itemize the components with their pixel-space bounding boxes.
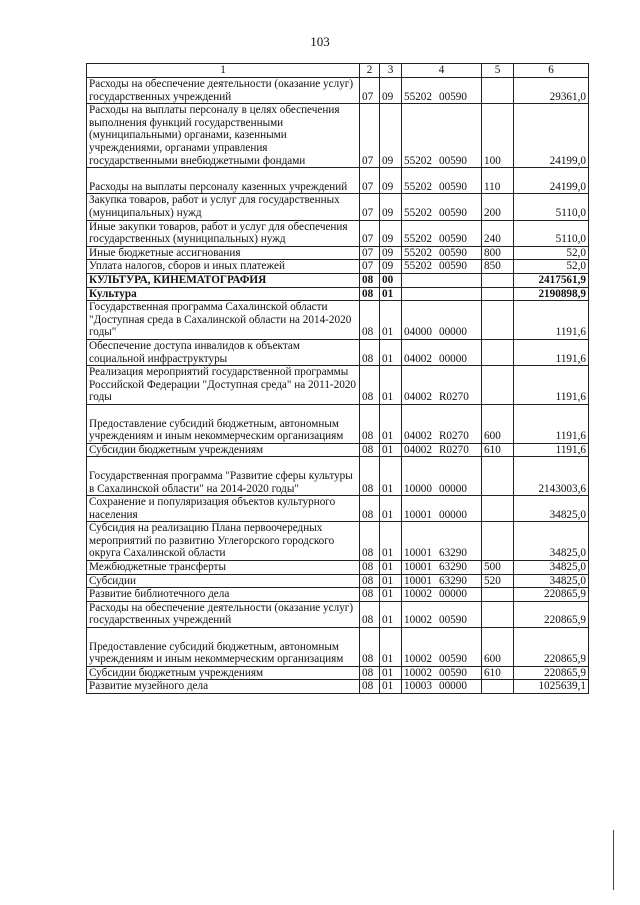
row-target-article [402,628,482,667]
row-target-article [402,601,482,627]
row-name: Закупка товаров, работ и услуг для государственных (муниципальных) нужд [87,194,360,220]
row-name: Государственная программа "Развитие сферы культуры в Сахалинской области" на 2014-2020 годы" [87,457,360,496]
row-section: 07 [360,246,380,260]
row-section: 08 [360,666,380,680]
row-amount: 220865,9 [514,666,589,680]
row-target-article [402,273,482,287]
row-section: 08 [360,404,380,443]
table-row [87,588,589,602]
row-amount: 24199,0 [514,168,589,194]
row-amount: 34825,0 [514,496,589,522]
row-amount: 5110,0 [514,194,589,220]
table-body [87,78,589,694]
row-name: Расходы на выплаты персоналу казенных учреждений [87,168,360,194]
row-expense-type: 610 [482,666,514,680]
row-amount: 34825,0 [514,561,589,575]
row-name: Расходы на выплаты персоналу в целях обеспечения выполнения функций государственными (муниципальными) органами, казенными учреждениями, органами управления государственными внебюджетными фондами [87,104,360,168]
row-target-article [402,588,482,602]
row-amount: 5110,0 [514,220,589,246]
row-target-article [402,561,482,575]
target-article-direction: 00590 [438,154,467,167]
row-subsection: 01 [380,666,402,680]
target-article-direction: 00590 [438,180,467,193]
table-row [87,561,589,575]
target-article-program: 04002 [404,430,432,443]
row-section: 08 [360,522,380,561]
target-article-program: 10001 [404,561,432,574]
target-article-direction: 00000 [438,326,467,339]
row-target-article [402,220,482,246]
row-amount: 1025639,1 [514,680,589,694]
header-col-3: 3 [380,64,402,78]
row-target-article [402,404,482,443]
target-article-program: 10001 [404,508,432,521]
table-row [87,443,589,457]
row-expense-type [482,680,514,694]
row-expense-type [482,496,514,522]
row-subsection: 01 [380,366,402,405]
row-expense-type: 110 [482,168,514,194]
table-row [87,628,589,667]
row-target-article [402,443,482,457]
table-row [87,366,589,405]
table-row [87,246,589,260]
row-section: 08 [360,443,380,457]
row-target-article [402,496,482,522]
row-target-article [402,104,482,168]
page-number: 103 [310,34,330,49]
table-row [87,78,589,104]
target-article-program: 10002 [404,614,432,627]
row-name: Развитие библиотечного дела [87,588,360,602]
row-section: 07 [360,194,380,220]
row-target-article [402,287,482,301]
target-article-direction: 63290 [438,547,467,560]
target-article-direction: 00000 [438,588,467,601]
row-name: Субсидия на реализацию Плана первоочередных мероприятий по развитию Углегорского городского округа Сахалинской области [87,522,360,561]
row-section: 08 [360,339,380,365]
target-article-program: 55202 [404,260,432,273]
row-amount: 2190898,9 [514,287,589,301]
row-amount: 34825,0 [514,522,589,561]
row-amount: 1191,6 [514,404,589,443]
table-row [87,273,589,287]
row-name: Уплата налогов, сборов и иных платежей [87,260,360,274]
row-subsection: 01 [380,339,402,365]
target-article-program: 55202 [404,180,432,193]
table-header-row [87,64,589,78]
budget-table [86,63,589,694]
row-expense-type: 240 [482,220,514,246]
table-row [87,260,589,274]
target-article-program: 10003 [404,680,432,693]
target-article-direction: 00590 [438,246,467,259]
row-target-article [402,666,482,680]
target-article-direction: 00000 [438,508,467,521]
row-expense-type [482,301,514,340]
row-subsection: 09 [380,168,402,194]
target-article-direction: 00000 [438,482,467,495]
row-expense-type [482,273,514,287]
target-article-program: 10002 [404,653,432,666]
row-name: Субсидии бюджетным учреждениям [87,443,360,457]
target-article-program: 10000 [404,482,432,495]
row-subsection: 01 [380,588,402,602]
row-expense-type [482,366,514,405]
target-article-direction: 63290 [438,561,467,574]
row-expense-type: 600 [482,628,514,667]
target-article-direction: 00590 [438,653,467,666]
table-row [87,194,589,220]
row-target-article [402,457,482,496]
header-col-5: 5 [482,64,514,78]
table-row [87,574,589,588]
row-expense-type [482,588,514,602]
row-expense-type: 600 [482,404,514,443]
target-article-program: 10002 [404,666,432,679]
row-amount: 29361,0 [514,78,589,104]
table-row [87,601,589,627]
row-target-article [402,194,482,220]
row-name: Государственная программа Сахалинской области "Доступная среда в Сахалинской области на 2014-2020 годы" [87,301,360,340]
row-name: Реализация мероприятий государственной программы Российской Федерации "Доступная среда" на 2011-2020 годы [87,366,360,405]
row-name: КУЛЬТУРА, КИНЕМАТОГРАФИЯ [87,273,360,287]
row-subsection: 01 [380,601,402,627]
row-expense-type: 520 [482,574,514,588]
table-row [87,404,589,443]
row-expense-type: 610 [482,443,514,457]
row-section: 08 [360,366,380,405]
row-expense-type [482,78,514,104]
row-subsection: 01 [380,404,402,443]
row-name: Субсидии бюджетным учреждениям [87,666,360,680]
row-section: 08 [360,588,380,602]
row-target-article [402,680,482,694]
header-col-2: 2 [360,64,380,78]
target-article-direction: 00590 [438,90,467,103]
target-article-program: 10001 [404,574,432,587]
row-subsection: 09 [380,194,402,220]
target-article-program: 10001 [404,547,432,560]
row-expense-type [482,339,514,365]
row-section: 08 [360,601,380,627]
row-name: Расходы на обеспечение деятельности (оказание услуг) государственных учреждений [87,601,360,627]
row-subsection: 00 [380,273,402,287]
row-name: Расходы на обеспечение деятельности (оказание услуг) государственных учреждений [87,78,360,104]
row-amount: 52,0 [514,246,589,260]
table-row [87,168,589,194]
row-target-article [402,574,482,588]
row-expense-type: 100 [482,104,514,168]
target-article-direction: 00000 [438,352,467,365]
row-name: Субсидии [87,574,360,588]
row-subsection: 01 [380,522,402,561]
row-subsection: 09 [380,104,402,168]
row-section: 08 [360,680,380,694]
row-name: Обеспечение доступа инвалидов к объектам социальной инфраструктуры [87,339,360,365]
target-article-direction: 63290 [438,574,467,587]
row-amount: 1191,6 [514,339,589,365]
target-article-direction: 00590 [438,666,467,679]
table-row [87,220,589,246]
row-name: Межбюджетные трансферты [87,561,360,575]
row-expense-type [482,457,514,496]
target-article-program: 04002 [404,352,432,365]
target-article-direction: 00590 [438,260,467,273]
row-expense-type [482,287,514,301]
row-subsection: 01 [380,457,402,496]
row-section: 07 [360,260,380,274]
target-article-program: 55202 [404,90,432,103]
row-amount: 2143003,6 [514,457,589,496]
row-name: Иные закупки товаров, работ и услуг для обеспечения государственных (муниципальных) нужд [87,220,360,246]
row-expense-type: 200 [482,194,514,220]
table-row [87,339,589,365]
row-name: Культура [87,287,360,301]
row-section: 08 [360,273,380,287]
row-amount: 220865,9 [514,601,589,627]
target-article-program: 04000 [404,326,432,339]
row-section: 08 [360,496,380,522]
row-expense-type [482,601,514,627]
row-amount: 24199,0 [514,104,589,168]
row-amount: 1191,6 [514,301,589,340]
row-amount: 52,0 [514,260,589,274]
row-section: 07 [360,78,380,104]
row-target-article [402,78,482,104]
row-amount: 220865,9 [514,588,589,602]
row-target-article [402,260,482,274]
row-name: Предоставление субсидий бюджетным, автономным учреждениям и иным некоммерческим организациям [87,404,360,443]
scan-margin-line [613,830,614,890]
target-article-direction: R0270 [438,443,469,456]
row-amount: 220865,9 [514,628,589,667]
row-section: 07 [360,220,380,246]
row-section: 07 [360,104,380,168]
row-section: 08 [360,574,380,588]
row-target-article [402,246,482,260]
target-article-direction: R0270 [438,430,469,443]
row-subsection: 01 [380,628,402,667]
row-subsection: 01 [380,443,402,457]
row-section: 08 [360,301,380,340]
row-expense-type: 850 [482,260,514,274]
row-subsection: 01 [380,561,402,575]
target-article-direction: R0270 [438,391,469,404]
table-row [87,680,589,694]
row-target-article [402,339,482,365]
target-article-program: 55202 [404,246,432,259]
row-target-article [402,301,482,340]
row-subsection: 01 [380,680,402,694]
target-article-direction: 00590 [438,206,467,219]
header-col-6: 6 [514,64,589,78]
table-row [87,287,589,301]
row-name: Иные бюджетные ассигнования [87,246,360,260]
row-expense-type: 800 [482,246,514,260]
table-row [87,301,589,340]
target-article-direction: 00590 [438,614,467,627]
row-section: 08 [360,287,380,301]
row-amount: 2417561,9 [514,273,589,287]
row-subsection: 01 [380,301,402,340]
row-amount: 1191,6 [514,366,589,405]
row-target-article [402,168,482,194]
row-name: Сохранение и популяризация объектов культурного населения [87,496,360,522]
table-row [87,104,589,168]
target-article-program: 55202 [404,233,432,246]
row-name: Предоставление субсидий бюджетным, автономным учреждениям и иным некоммерческим организациям [87,628,360,667]
target-article-program: 04002 [404,391,432,404]
target-article-program: 55202 [404,206,432,219]
table-row [87,522,589,561]
row-amount: 34825,0 [514,574,589,588]
row-subsection: 09 [380,260,402,274]
row-amount: 1191,6 [514,443,589,457]
row-section: 07 [360,168,380,194]
row-target-article [402,522,482,561]
row-name: Развитие музейного дела [87,680,360,694]
target-article-direction: 00000 [438,680,467,693]
target-article-program: 55202 [404,154,432,167]
row-expense-type: 500 [482,561,514,575]
row-section: 08 [360,457,380,496]
row-section: 08 [360,561,380,575]
row-subsection: 09 [380,220,402,246]
header-col-4: 4 [402,64,482,78]
target-article-program: 10002 [404,588,432,601]
row-expense-type [482,522,514,561]
row-subsection: 01 [380,287,402,301]
row-subsection: 09 [380,78,402,104]
row-section: 08 [360,628,380,667]
row-subsection: 01 [380,496,402,522]
row-subsection: 09 [380,246,402,260]
row-subsection: 01 [380,574,402,588]
table-row [87,496,589,522]
table-row [87,457,589,496]
header-col-1: 1 [87,64,360,78]
table-row [87,666,589,680]
target-article-program: 04002 [404,443,432,456]
row-target-article [402,366,482,405]
target-article-direction: 00590 [438,233,467,246]
